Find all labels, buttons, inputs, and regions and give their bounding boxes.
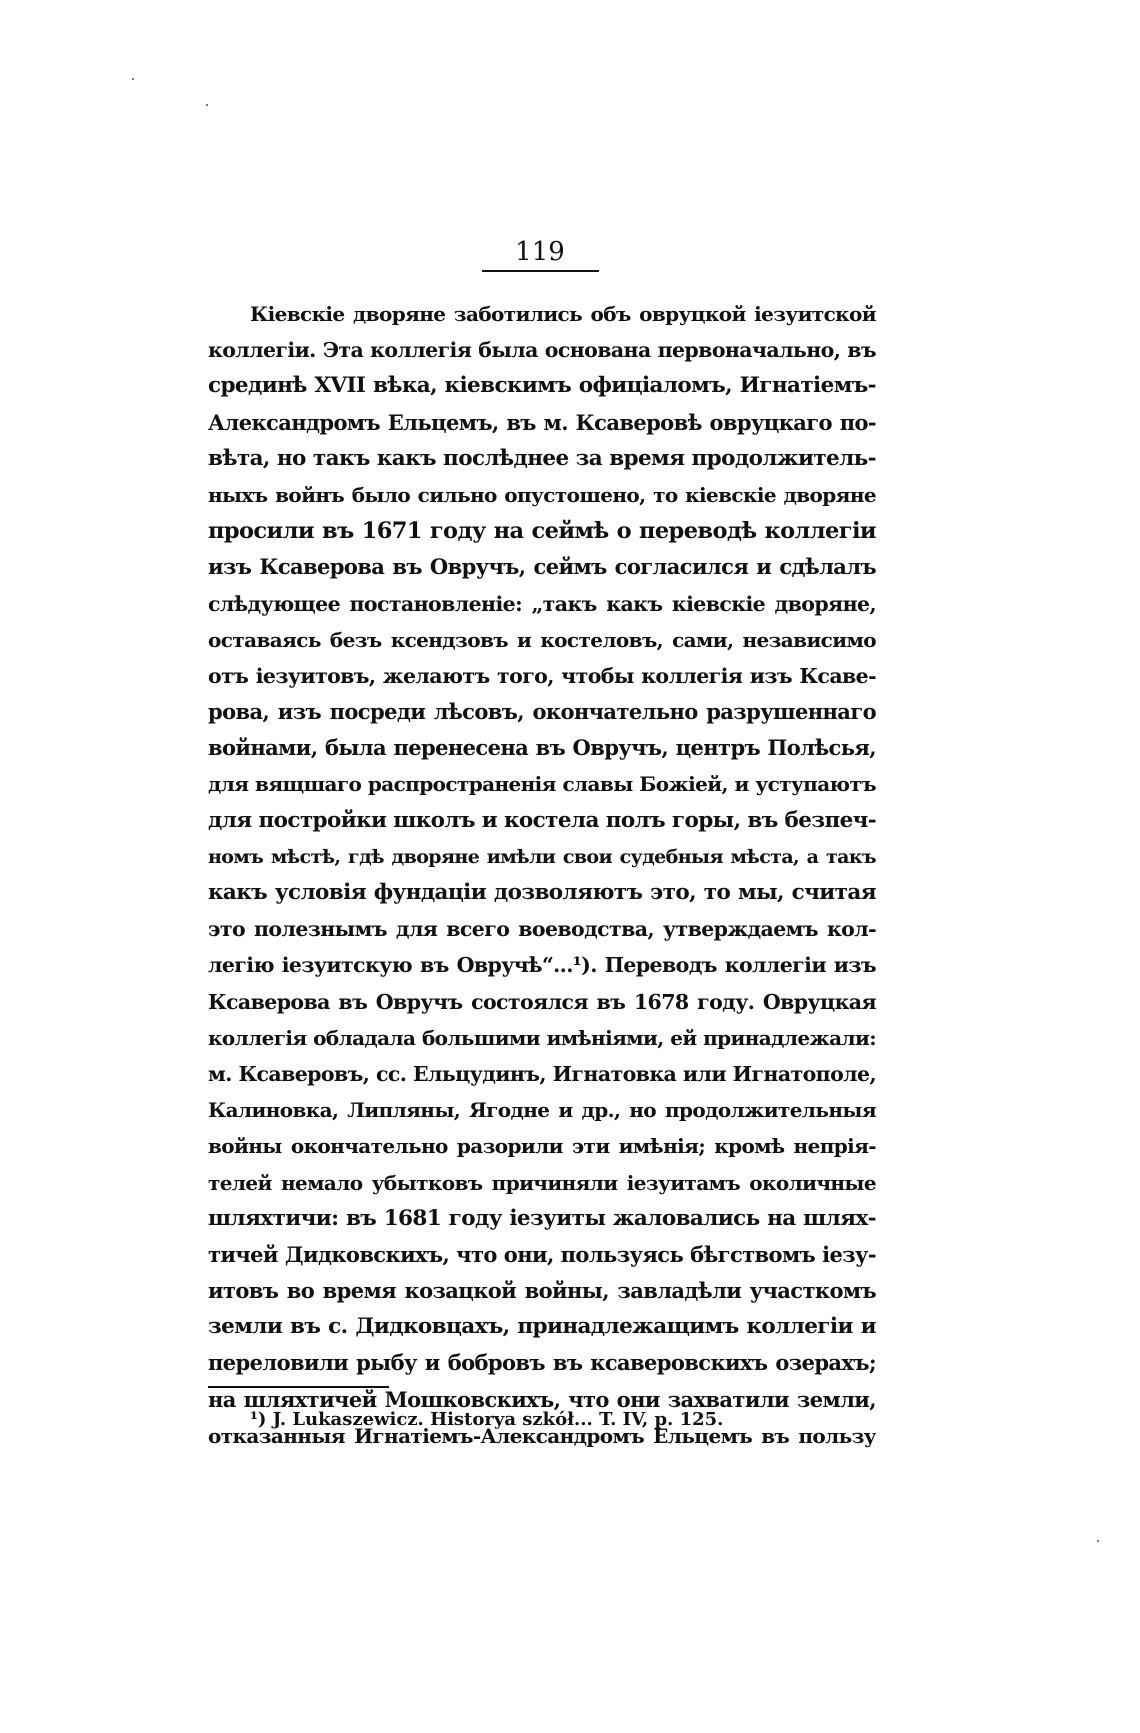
scan-speck (132, 78, 134, 80)
text-line: ныхъ войнъ было сильно опустошено, то кіевскіе дворяне (208, 482, 876, 507)
text-line: номъ мѣстѣ, гдѣ дворяне имѣли свои судебныя мѣста, а такъ (208, 845, 876, 868)
scan-speck (206, 104, 208, 106)
footnote-text: J. Lukaszewicz. Historya szkół... T. IV, p. 125. (272, 1409, 724, 1430)
text-line: слѣдующее постановленіе: „такъ какъ кіевскіе дворяне, (208, 591, 876, 616)
page-number-rule (482, 270, 599, 272)
text-line: Александромъ Ельцемъ, въ м. Ксаверовѣ овруцкаго по- (208, 409, 876, 435)
text-line: итовъ во время козацкой войны, завладѣли участкомъ (208, 1278, 876, 1304)
text-line: телей немало убытковъ причиняли іезуитамъ околичные (208, 1170, 876, 1195)
footnote-rule (208, 1386, 389, 1388)
text-line: коллегіи. Эта коллегія была основана первоначально, въ (208, 338, 876, 363)
text-line: рова, изъ посреди лѣсовъ, окончательно разрушеннаго (208, 699, 876, 725)
text-line: войны окончательно разорили эти имѣнія; кромѣ непрія- (208, 1134, 876, 1159)
text-line: отказанныя Игнатіемъ-Александромъ Ельцемъ въ пользу (208, 1423, 876, 1448)
text-line: срединѣ XVII вѣка, кіевскимъ офиціаломъ, Игнатіемъ- (208, 373, 876, 399)
text-line: вѣта, но такъ какъ послѣднее за время продолжитель- (208, 445, 876, 471)
text-line: какъ условія фундаціи дозволяютъ это, то мы, считая (208, 880, 876, 905)
text-line: Кіевскіе дворяне заботились объ овруцкой іезуитской (250, 302, 876, 326)
page-number: 119 (515, 237, 565, 267)
text-line: легію іезуитскую въ Овручѣ“...¹). Переводъ коллегіи изъ (208, 953, 876, 978)
footnote (250, 1407, 723, 1433)
text-line: коллегія обладала большими имѣніями, ей принадлежали: (208, 1025, 876, 1050)
text-line: просили въ 1671 году на сеймѣ о переводѣ коллегіи (208, 518, 876, 545)
footnote-marker: ¹) (250, 1409, 267, 1430)
text-line: это полезнымъ для всего воеводства, утверждаемъ кол- (208, 917, 876, 942)
text-line: переловили рыбу и бобровъ въ ксаверовскихъ озерахъ; (208, 1350, 876, 1376)
text-line: изъ Ксаверова въ Овручъ, сеймъ согласился и сдѣлалъ (208, 554, 876, 580)
body-text (208, 296, 876, 1454)
text-line: м. Ксаверовъ, сс. Ельцудинъ, Игнатовка или Игнатополе, (208, 1061, 876, 1086)
text-line: для постройки школъ и костела полъ горы, въ безпеч- (208, 807, 876, 833)
text-line: шляхтичи: въ 1681 году іезуиты жаловались на шлях- (208, 1205, 876, 1231)
text-line: войнами, была перенесена въ Овручъ, центръ Полѣсья, (208, 735, 876, 761)
text-line: на шляхтичей Мошковскихъ, что они захватили земли, (208, 1386, 876, 1412)
text-line: Калиновка, Липляны, Ягодне и др., но продолжительныя (208, 1098, 876, 1123)
text-line: Ксаверова въ Овручъ состоялся въ 1678 году. Овруцкая (208, 989, 876, 1014)
scan-speck (1097, 1540, 1099, 1542)
text-line: для вящшаго распространенія славы Божіей, и уступаютъ (208, 772, 876, 797)
text-line: отъ іезуитовъ, желаютъ того, чтобы коллегія изъ Ксаве- (208, 663, 876, 688)
text-line: земли въ с. Дидковцахъ, принадлежащимъ коллегіи и (208, 1314, 876, 1340)
text-line: оставаясь безъ ксендзовъ и костеловъ, сами, независимо (208, 627, 876, 652)
text-line: тичей Дидковскихъ, что они, пользуясь бѣгствомъ іезу- (208, 1241, 876, 1267)
